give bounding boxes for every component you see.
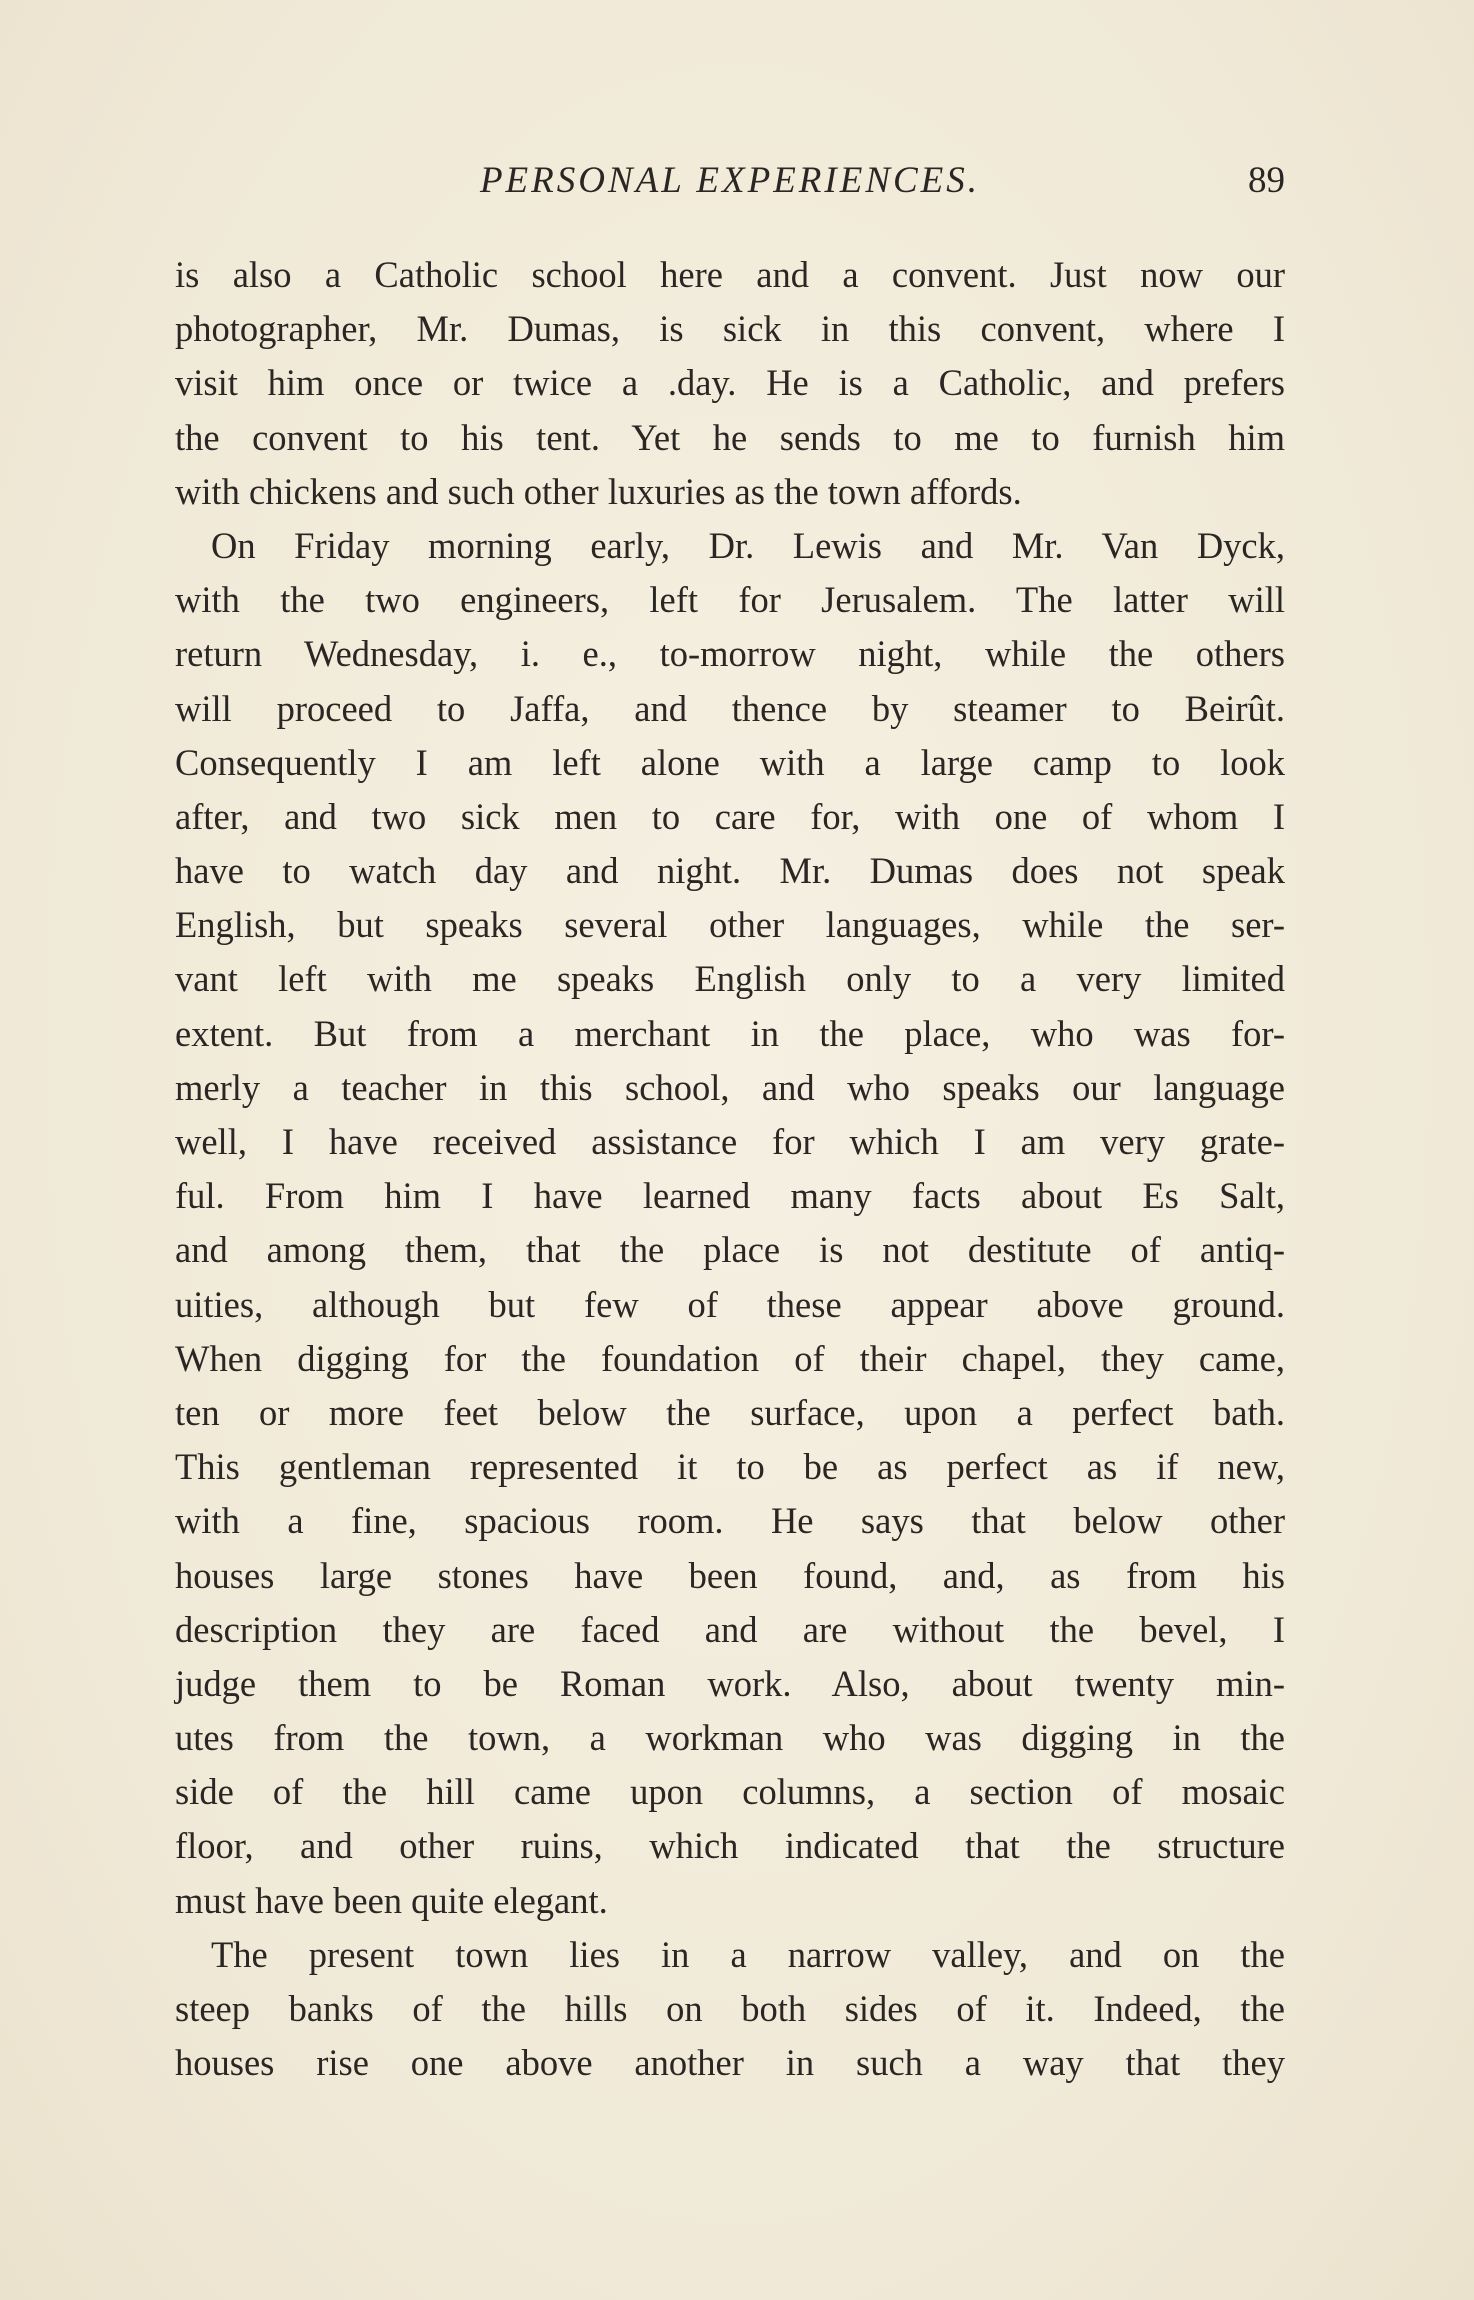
body-text (175, 248, 1285, 2090)
text-line: return Wednesday, i. e., to-morrow night, while the others (175, 633, 1285, 675)
text-line: judge them to be Roman work. Also, about twenty min- (175, 1662, 1285, 1704)
text-line: uities, although but few of these appear above ground. (175, 1283, 1285, 1325)
text-line: the convent to his tent. Yet he sends to me to furnish him (175, 416, 1285, 458)
text-line: with chickens and such other luxuries as the town affords. (175, 470, 1022, 512)
running-title: PERSONAL EXPERIENCES. (479, 160, 981, 201)
text-line: steep banks of the hills on both sides of it. Indeed, the (175, 1988, 1285, 2029)
text-line: houses large stones have been found, and, as from his (175, 1554, 1285, 1596)
text-line: utes from the town, a workman who was digging in the (175, 1717, 1285, 1759)
text-line: photographer, Mr. Dumas, is sick in this convent, where I (175, 308, 1285, 350)
running-head (175, 158, 1285, 204)
page-number: 89 (1248, 160, 1285, 201)
text-line: ten or more feet below the surface, upon a perfect bath. (175, 1391, 1285, 1433)
text-line: Consequently I am left alone with a large camp to look (175, 741, 1285, 783)
text-line: The present town lies in a narrow valley, and on the (211, 1933, 1285, 1975)
text-line: When digging for the foundation of their chapel, they came, (175, 1337, 1285, 1379)
text-line: floor, and other ruins, which indicated that the structure (175, 1825, 1285, 1867)
text-line: English, but speaks several other languages, while the ser- (175, 904, 1285, 946)
text-line: with the two engineers, left for Jerusalem. The latter will (175, 579, 1285, 621)
text-line: ful. From him I have learned many facts about Es Salt, (175, 1175, 1285, 1217)
text-line: after, and two sick men to care for, with one of whom I (175, 795, 1285, 837)
text-line: This gentleman represented it to be as perfect as if new, (175, 1446, 1285, 1488)
text-line: On Friday morning early, Dr. Lewis and Mr. Van Dyck, (211, 524, 1285, 566)
text-line: with a fine, spacious room. He says that below other (175, 1500, 1285, 1542)
text-line: visit him once or twice a .day. He is a Catholic, and prefers (175, 362, 1285, 404)
text-line: is also a Catholic school here and a convent. Just now our (175, 254, 1285, 295)
text-line: well, I have received assistance for which I am very grate- (175, 1121, 1285, 1162)
text-line: description they are faced and are without the bevel, I (175, 1608, 1285, 1650)
text-line: have to watch day and night. Mr. Dumas does not speak (175, 850, 1285, 892)
text-line: extent. But from a merchant in the place, who was for- (175, 1012, 1285, 1054)
text-line: must have been quite elegant. (175, 1879, 608, 1921)
text-line: vant left with me speaks English only to a very limited (175, 958, 1285, 1000)
text-line: and among them, that the place is not destitute of antiq- (175, 1229, 1285, 1271)
text-line: will proceed to Jaffa, and thence by steamer to Beirût. (175, 687, 1285, 729)
text-line: houses rise one above another in such a way that they (175, 2042, 1285, 2084)
text-line: merly a teacher in this school, and who speaks our language (175, 1066, 1285, 1108)
text-line: side of the hill came upon columns, a section of mosaic (175, 1771, 1285, 1813)
